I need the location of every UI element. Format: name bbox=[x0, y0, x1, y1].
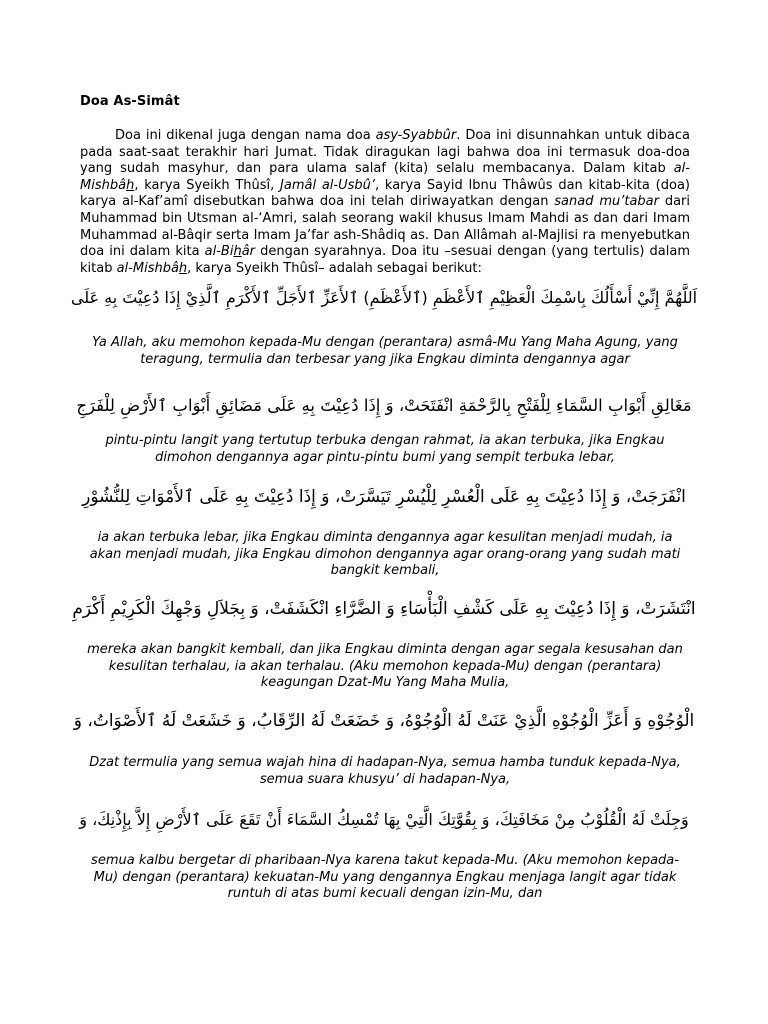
intro-emphasis bbox=[205, 244, 255, 259]
translation-3: ia akan terbuka lebar, jika Engkau diminta dengannya agar kesulitan menjadi mudah, ia akan menjadi mudah, jika Engkau dimohon dengannya agar orang-orang yang sudah mati bangkit kembali, bbox=[89, 530, 681, 578]
translation-5: Dzat termulia yang semua wajah hina di hadapan-Nya, semua hamba tunduk kepada-Nya, semua suara khusyu’ di hadapan-Nya, bbox=[89, 755, 681, 787]
intro-text: dengan syarahnya. Doa itu –sesuai dengan (yang tertulis) dalam kitab bbox=[80, 244, 690, 276]
intro-text: , karya Syeikh Thûsî– adalah sebagai berikut: bbox=[187, 260, 482, 276]
intro-text: dari Muhammad bin Utsman al-‘Amri, salah seorang wakil khusus Imam Mahdi as dan dari Imam Muhammad al-Bâqir serta Imam Ja’far ash-Shâdiq as. Dan Allâmah al-Majlisi ra menyebutkan doa ini dalam kita bbox=[80, 194, 690, 260]
arabic-verse-4: انْتَشَرَتْ، وَ إِذَا دُعِيْتَ بِهِ عَلَى كَشْفِ الْبَأْسَاءِ وَ الضَّرَّاءِ انْكَشَفَتْ، وَ بِجَلاَلِ وَجْهِكَ الْكَرِيْمِ أَكْرَمِ bbox=[72, 599, 696, 619]
arabic-verse-1: اَللَّهُمَّ إِنِّيْ أَسْأَلُكَ بِاسْمِكَ الْعَظِيْمِ ٱلأَعْظَمِ (ٱلأَعْظَمِ) ٱلأَعَزِّ ٱلأَجَلِّ ٱلأَكْرَمِ ٱلَّذِيْ إِذَا دُعِيْتَ بِهِ عَلَى bbox=[70, 288, 698, 307]
intro-text: , karya Sayid Ibnu Thâwûs dan kitab-kita (doa) karya al-Kaf’amî disebutkan bahwa doa ini telah diriwayatkan dengan bbox=[80, 177, 690, 210]
intro-text: , karya Syeikh Thûsî, bbox=[134, 177, 281, 193]
intro-emphasis-underlined: h bbox=[178, 260, 188, 276]
arabic-verse-2: مَغَالِقِ أَبْوَابِ السَّمَاءِ لِلْفَتْحِ بِالرَّحْمَةِ انْفَتَحَتْ، وَ إِذَا دُعِيْتَ بِهِ عَلَى مَضَائِقِ أَبْوَابِ ٱلأَرْضِ لِلْفَرَجِ bbox=[76, 396, 692, 415]
intro-emphasis-part: al-Mishbâ bbox=[80, 161, 690, 193]
translation-2: pintu-pintu langit yang tertutup terbuka dengan rahmat, ia akan terbuka, jika Engkau dimohon dengannya agar pintu-pintu bumi yang sempit terbuka lebar, bbox=[105, 433, 665, 465]
intro-emphasis-underlined: h bbox=[126, 177, 135, 193]
intro-emphasis-part: al-Mishbâ bbox=[116, 260, 179, 276]
translation-1: Ya Allah, aku memohon kepada-Mu dengan (perantara) asmâ-Mu Yang Maha Agung, yang teragung, termulia dan terbesar yang jika Engkau diminta dengannya agar bbox=[92, 335, 678, 367]
intro-text: . Doa ini disunnahkan untuk dibaca pada saat-saat terakhir hari Jumat. Tidak diragukan lagi bahwa doa ini termasuk doa-doa yang sudah masyhur, dan para ulama salaf (kita) selalu membacanya. Dalam kitab bbox=[80, 128, 690, 177]
intro-emphasis: asy-Syabbûr bbox=[375, 128, 457, 143]
arabic-verse-3: انْفَرَجَتْ، وَ إِذَا دُعِيْتَ بِهِ عَلَى الْعُسْرِ لِلْيُسْرِ تَيَسَّرَتْ، وَ إِذَا دُعِيْتَ بِهِ عَلَى ٱلأَمْوَاتِ لِلنُّشُوْرِ bbox=[82, 487, 686, 507]
intro-emphasis: sanad mu’tabar bbox=[554, 194, 659, 210]
document-title: Doa As-Simât bbox=[80, 94, 180, 109]
translation-4: mereka akan bangkit kembali, dan jika Engkau diminta dengan agar segala kesusahan dan kesulitan terhalau, ia akan terhalau. (Aku memohon kepada-Mu) dengan (perantara) keagungan Dzat-Mu Yang Maha Mulia, bbox=[87, 642, 683, 690]
intro-paragraph bbox=[80, 128, 690, 277]
intro-emphasis-part: âr bbox=[241, 244, 256, 260]
intro-emphasis: Jamâl al-Usbû’ bbox=[280, 177, 375, 193]
intro-emphasis bbox=[117, 261, 188, 276]
intro-emphasis-part: al-Bi bbox=[204, 244, 234, 260]
arabic-verse-5: الْوُجُوْهِ وَ أَعَزِّ الْوُجُوْهِ الَّذِيْ عَنَتْ لَهُ الْوُجُوْهُ، وَ خَضَعَتْ لَهُ الرِّقَابُ، وَ خَشَعَتْ لَهُ ٱلأَصْوَاتُ، وَ bbox=[73, 711, 695, 731]
arabic-verse-6: وَجِلَتْ لَهُ الْقُلُوْبُ مِنْ مَخَافَتِكَ، وَ بِقُوَّتِكَ الَّتِيْ بِهَا تُمْسِكُ السَّمَاءَ أَنْ تَقَعَ عَلَى ٱلأَرْضِ إِلاَّ بِإِذْنِكَ، وَ bbox=[79, 810, 689, 829]
translation-6: semua kalbu bergetar di pharibaan-Nya karena takut kepada-Mu. (Aku memohon kepada-Mu) dengan (perantara) kekuatan-Mu yang dengannya Engkau menjaga langit agar tidak runtuh di atas bumi kecuali dengan izin-Mu, dan bbox=[91, 853, 679, 901]
intro-emphasis-underlined: h bbox=[233, 244, 242, 260]
intro-text: Doa ini dikenal juga dengan nama doa bbox=[115, 128, 376, 143]
